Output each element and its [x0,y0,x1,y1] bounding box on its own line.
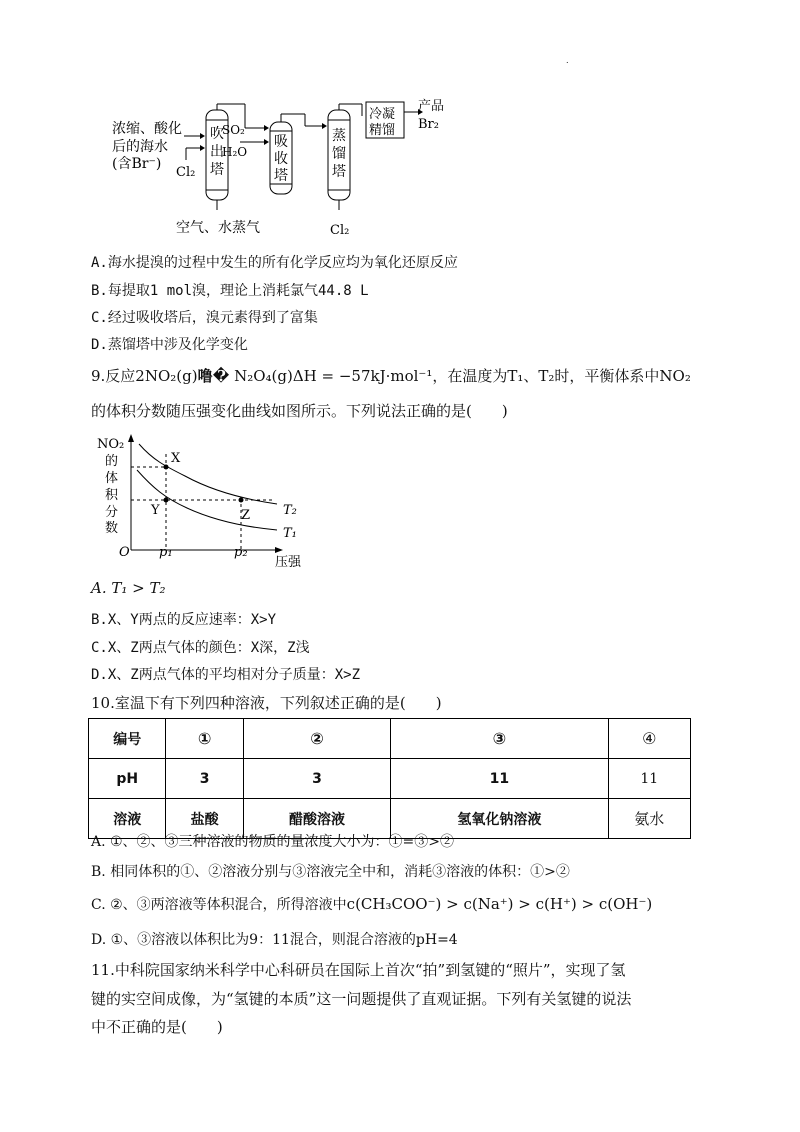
table-header-cell: ③ [391,719,608,759]
flow-input-line-3: (含Br⁻) [112,156,162,172]
flow-h2o: H₂O [222,145,248,159]
graph-label-z: Z [241,508,251,523]
tower1-char-1: 吹 [210,126,224,142]
graph-xlabel: 压强 [275,555,302,570]
page-dot: . [566,56,569,65]
graph-p2: p₂ [234,545,248,560]
q10-option-a: A. ①、②、③三种溶液的物质的量浓度大小为：①=③>② [91,834,455,850]
q9-stem-glitch: 噜� [197,367,230,385]
q9-stem-line-1 [91,366,691,386]
q11-stem-line-3: 中不正确的是( ) [91,1018,223,1036]
point-x [164,465,169,470]
table-row [89,719,691,759]
tower3-char-1: 蒸 [332,128,346,144]
table-header-cell: ④ [608,719,691,759]
q9-option-c: C.X、Z两点气体的颜色：X深，Z浅 [91,640,310,656]
table-header-cell: 编号 [89,719,166,759]
graph-label-t2: T₂ [283,503,297,518]
table-cell: 氢氧化钠溶液 [391,799,608,839]
q9-stem-part-a: 9.反应2NO₂(g) [91,367,198,385]
flow-condense-line-1: 冷凝 [369,107,396,122]
graph-ylabel-char-2: 体 [105,471,119,486]
q10-solution-table [88,718,691,839]
flow-input-line-1: 浓缩、酸化 [112,121,182,137]
table-header-cell: ② [243,719,390,759]
q10-stem: 10.室温下有下列四种溶液，下列叙述正确的是( ) [91,694,442,712]
graph-origin: O [119,545,130,560]
tower2-char-2: 收 [274,151,288,167]
tower3-char-2: 馏 [332,146,346,162]
table-cell: 溶液 [89,799,166,839]
graph-ylabel-char-5: 数 [105,521,119,536]
flow-product-label: 产品 [418,99,445,114]
q8-option-c: C.经过吸收塔后，溴元素得到了富集 [91,310,318,326]
graph-ylabel-char-3: 积 [105,488,119,503]
q9-option-b: B.X、Y两点的反应速率：X>Y [91,612,277,628]
curve-t2 [139,444,277,504]
q9-stem-part-b: N₂O₄(g)ΔH = −57kJ·mol⁻¹，在温度为T₁、T₂时，平衡体系中NO₂ [229,367,691,385]
q9-option-a: A. T₁ > T₂ [91,579,166,597]
q10-option-c [91,894,652,915]
flow-cl2-left: Cl₂ [176,165,196,180]
point-y [164,498,169,503]
q10-option-c-prefix: C. ②、③两溶液等体积混合，所得溶液中 [91,897,347,913]
graph-ylabel-char-4: 分 [105,505,119,520]
q9-graph [95,432,325,572]
table-row [89,759,691,799]
table-cell: 醋酸溶液 [243,799,390,839]
tower2-char-1: 吸 [274,134,288,150]
q11-stem-line-1: 11.中科院国家纳米科学中心科研员在国际上首次“拍”到氢键的“照片”，实现了氢 [91,961,626,979]
graph-ylabel-top: NO₂ [97,437,125,452]
q8-option-b: B.每提取1 mol溴，理论上消耗氯气44.8 L [91,283,369,299]
table-cell: 盐酸 [166,799,243,839]
tower3-char-3: 塔 [332,164,346,180]
flow-condense-line-2: 精馏 [369,123,396,138]
flow-so2: SO₂ [222,123,245,137]
graph-label-x: X [171,451,181,466]
q9-stem-line-2: 的体积分数随压强变化曲线如图所示。下列说法正确的是( ) [91,402,508,420]
flow-air-steam: 空气、水蒸气 [176,220,260,236]
table-cell: 11 [608,759,691,799]
table-cell: 11 [391,759,608,799]
tower1-char-2: 出 [210,144,224,160]
q8-option-d: D.蒸馏塔中涉及化学变化 [91,337,248,353]
tower2-char-3: 塔 [274,168,288,184]
graph-p1: p₁ [159,545,173,560]
table-cell: 3 [243,759,390,799]
table-cell: pH [89,759,166,799]
table-cell: 3 [166,759,243,799]
q10-option-d: D. ①、③溶液以体积比为9：11混合，则混合溶液的pH=4 [91,932,458,948]
tower1-char-3: 塔 [210,162,224,178]
bromine-extraction-flow-diagram [100,98,460,243]
q11-stem-line-2: 键的实空间成像，为“氢键的本质”这一问题提供了直观证据。下列有关氢键的说法 [91,990,632,1008]
flow-cl2-bottom: Cl₂ [330,223,350,238]
q8-option-a: A.海水提溴的过程中发生的所有化学反应均为氧化还原反应 [91,255,458,271]
q9-option-d: D.X、Z两点气体的平均相对分子质量：X>Z [91,667,361,683]
graph-ylabel-char-1: 的 [105,454,119,469]
table-header-cell: ① [166,719,243,759]
q10-option-c-formula: c(CH₃COO⁻) > c(Na⁺) > c(H⁺) > c(OH⁻) [346,895,653,913]
flow-product: Br₂ [418,117,439,132]
graph-label-t1: T₁ [283,526,297,541]
flow-input-line-2: 后的海水 [112,139,168,155]
q10-option-b: B. 相同体积的①、②溶液分别与③溶液完全中和，消耗③溶液的体积：①>② [91,864,570,880]
table-cell: 氨水 [608,799,691,839]
graph-label-y: Y [151,503,160,518]
point-z [239,498,244,503]
